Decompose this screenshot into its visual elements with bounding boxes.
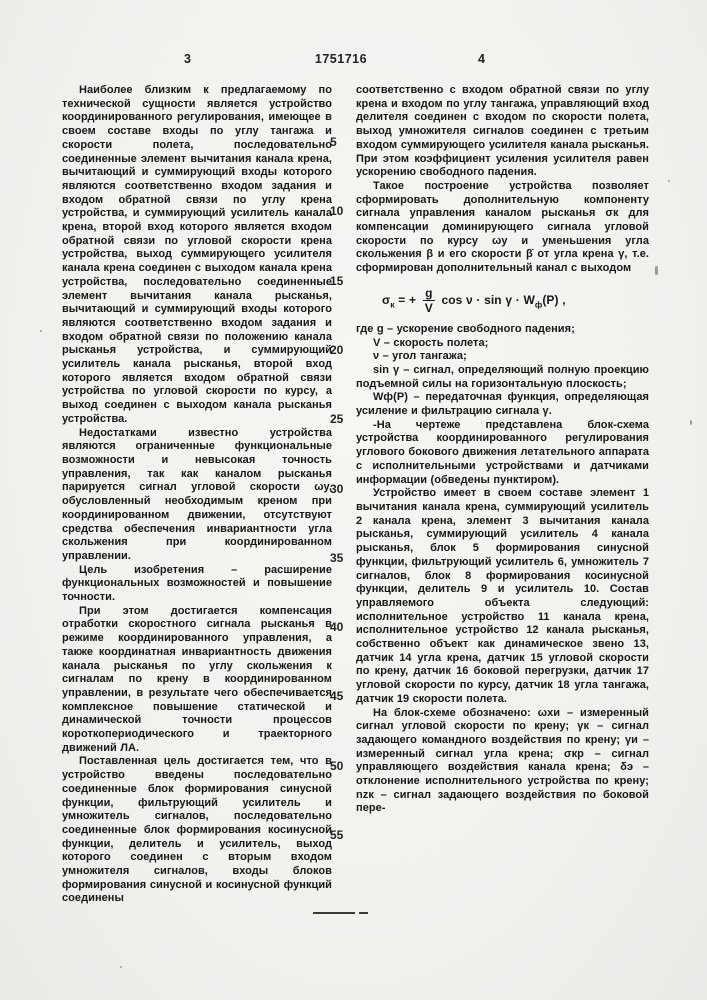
- formula-sigma-k: $\sigma_к$ = + $\frac{g}{V}$ $\cos \nu \cdot \sin \gamma \cdot W_ф(P)$ ,: [382, 285, 566, 315]
- line-number-10: 10: [330, 204, 344, 219]
- paragraph: V – скорость полета;: [373, 336, 489, 349]
- paragraph: -На чертеже представлена блок-схема устройства координированного регулирования углового бокового движения летательного аппарата с исполнительными устройствами и датчиками информации (обведены пунктиром).: [356, 418, 649, 486]
- column-end-rule-dash: [359, 912, 368, 914]
- left-text-column: [62, 84, 332, 906]
- line-number-50: 50: [330, 758, 344, 773]
- paragraph: Устройство имеет в своем составе элемент 1 вычитания канала крена, суммирующий усилитель 2 канала крена, элемент 3 вычитания канала рысканья, суммирующий усилитель 4 канала рысканья, блок 5 формирования синусной функции, фильтрующий усилитель 6, умножитель 7 сигналов, блок 8 формирования косинусной функции, делитель 9 и усилитель 10. Состав управляемого объекта следующий: исполнительное устройство 11 канала крена, исполнительное устройство 12 канала рысканья, собственно объект как динамическое звено 13, датчик 14 угла крена, датчик 15 угловой скорости по крену, датчик 16 боковой перегрузки, датчик 17 угловой скорости по курсу, датчик 18 угла тангажа, датчик 19 скорости полета.: [356, 487, 649, 705]
- paragraph: Недостатками известно устройства являются ограниченные функциональные возможности и невысокая точность управления, так как каналом рысканья парируется сигнал угловой скорости ωу, обусловленный необходимым креном при координированном движении, отсутствуют средства обеспечения инвариантности угла скольжения при координированном управлении.: [62, 426, 332, 562]
- line-number-15: 15: [330, 273, 344, 288]
- line-number-35: 35: [330, 550, 344, 565]
- scan-speck: [668, 180, 670, 182]
- line-number-55: 55: [330, 828, 344, 842]
- right-text-column: [356, 84, 649, 816]
- paragraph: Наиболее близким к предлагаемому по технической сущности является устройство координированного регулирования, имеющее в своем составе входы по углу тангажа и скорости полета, последовательно соединенные элемент вычитания канала крена, вычитающий и суммирующий входы которого являются соответственно входом задания и входом обратной связи по углу крена устройства, и суммирующий усилитель канала крена, второй вход которого является входом обратной связи по угловой скорости крена устройства, выход суммирующего усилителя канала крена соединен с выходом канала крена устройства, последовательно соединенные элемент вычитания канала рысканья, вычитающий и суммирующий входы которого являются соответственно входом задания и входом обратной связи по положению канала рысканья устройства, и суммирующий усилитель канала рысканья, второй вход которого является входом обратной связи устройства по угловой скорости по курсу, а выход соединен с выходом канала рысканья устройства.: [62, 84, 332, 425]
- paragraph: При этом достигается компенсация отработки скоростного сигнала рысканья в режиме координированного управления, а также координатная инвариантность движения канала рысканья по углу скольжения к сигналам по крену в координированном управлении, в результате чего обеспечивается комплексное повышение статической и динамической точности процессов короткопериодического и траекторного движений ЛА.: [62, 604, 332, 754]
- paragraph: Wф(Р) – передаточная функция, определяющая усиление и фильтрацию сигнала γ.: [356, 391, 649, 418]
- line-number-25: 25: [330, 412, 344, 427]
- paragraph: Цель изобретения – расширение функциональных возможностей и повышение точности.: [62, 563, 332, 604]
- page-number-right: 4: [478, 52, 486, 66]
- page-number-left: 3: [184, 52, 192, 66]
- paragraph: Поставленная цель достигается тем, что в устройство введены последовательно соединенные блок формирования синусной функции, фильтрующий усилитель и умножитель сигналов, последовательно соединенные блок формирования косинусной функции, делитель и усилитель, выход которого соединен с вторым входом умножителя сигналов, входы блоков формирования синусной и косинусной функций соединены: [62, 755, 332, 905]
- paragraph: ν – угол тангажа;: [373, 350, 467, 363]
- fraction-g-over-V: $\frac{g}{V}$: [424, 285, 433, 315]
- scan-speck: [120, 966, 122, 968]
- paragraph: sin γ – сигнал, определяющий полную проекцию подъемной силы на горизонтальную плоскость;: [356, 363, 649, 390]
- patent-number: 1751716: [314, 52, 368, 66]
- line-number-20: 20: [330, 342, 344, 357]
- line-number-30: 30: [330, 481, 344, 496]
- scan-speck: [690, 420, 692, 425]
- paragraph: соответственно с входом обратной связи по углу крена и входом по углу тангажа, управляющий вход делителя соединен с входом по скорости полета, выход умножителя сигналов соединен с третьим входом суммирующего усилителя канала рысканья. При этом коэффициент усиления усилителя равен ускорению свободного падения.: [356, 84, 649, 179]
- paragraph: где g – ускорение свободного падения;: [356, 322, 575, 335]
- column-end-rule: [313, 912, 355, 914]
- line-number-45: 45: [330, 689, 344, 704]
- scan-speck: [40, 330, 42, 332]
- paragraph: Такое построение устройства позволяет сформировать дополнительную компоненту сигнала управления каналом рысканья σк для компенсации доминирующего сигнала угловой скорости по курсу ωу и уменьшения угла скольжения β и его скорости β̇ от угла крена γ, т.е. сформирован дополнительный канал с выходом: [356, 179, 649, 275]
- line-number-5: 5: [330, 135, 337, 149]
- scan-speck: [655, 266, 658, 275]
- line-number-40: 40: [330, 620, 344, 635]
- paragraph: На блок-схеме обозначено: ωхи – измеренный сигнал угловой скорости по крену; γк – сигнал задающего командного воздействия по крену; γи – измеренный сигнал угла крена; σкр – сигнал управляющего воздействия канала крена; δэ – отклонение исполнительного устройства по крену; nzк – сигнал задающего воздействия по боковой пере-: [356, 706, 649, 815]
